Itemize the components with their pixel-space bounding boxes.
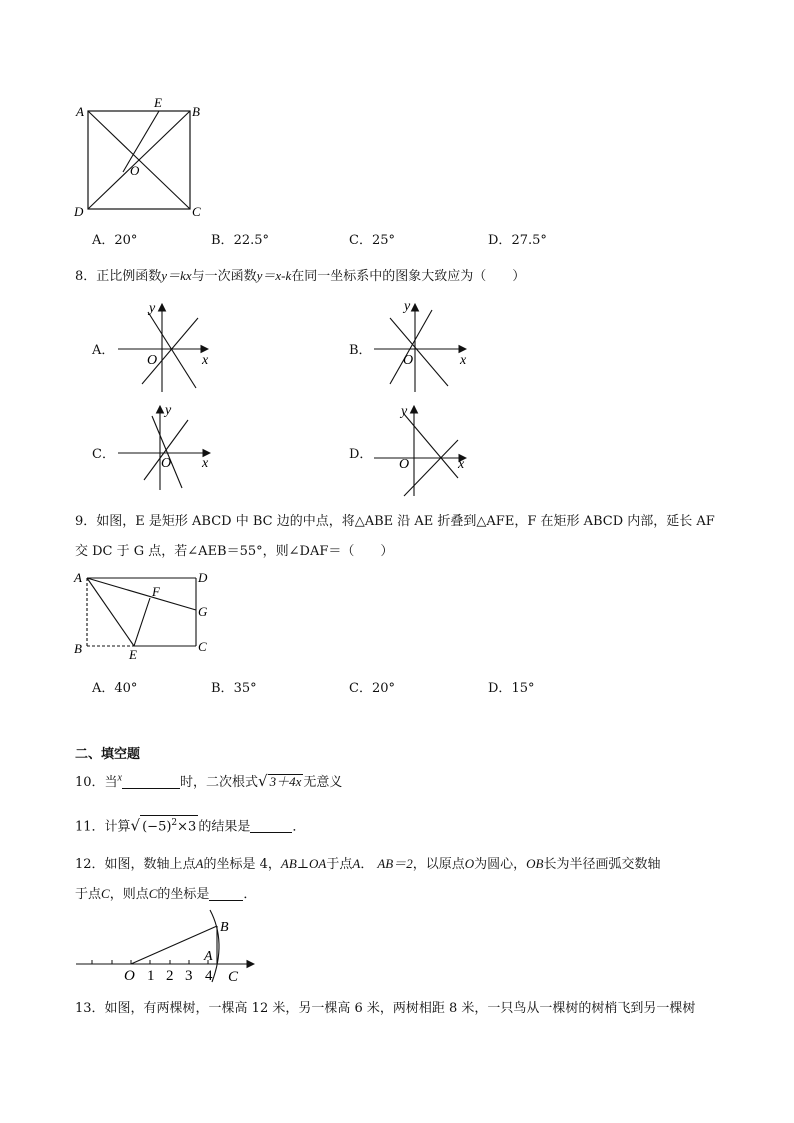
q9-label-d: D — [198, 570, 208, 585]
q7-option-a: A．20° — [92, 233, 138, 248]
q7-option-d: D．27.5° — [488, 233, 547, 248]
q8d-o: O — [399, 457, 410, 472]
q9-line2: 交 DC 于 G 点，若∠AEB＝55°，则∠DAF＝（ ） — [75, 544, 394, 559]
q7-label-e: E — [154, 95, 162, 110]
q8a-x: x — [202, 353, 209, 368]
q8d-x: x — [458, 457, 465, 472]
q9-label-c: C — [198, 639, 207, 654]
q8-graph-d-letter: D． — [349, 447, 373, 462]
q9-option-b: B．35° — [211, 681, 257, 696]
q11-answer-blank[interactable] — [250, 818, 292, 833]
q9-label-f: F — [152, 584, 160, 599]
q9-label-g: G — [198, 604, 208, 619]
q8-graph-b — [370, 296, 480, 396]
q12-axis-1: 1 — [147, 968, 155, 984]
q9-rectangle-figure — [70, 566, 220, 666]
q8c-o: O — [161, 456, 172, 471]
section-fill-in-title: 二、填空题 — [75, 747, 141, 762]
q9-option-c: C．20° — [349, 681, 395, 696]
q12-line2: 于点C，则点C的坐标是 ． — [75, 886, 257, 902]
q7-label-c: C — [192, 204, 201, 219]
q9-label-a: A — [74, 570, 82, 585]
q8c-x: x — [202, 456, 209, 471]
q10-answer-blank[interactable] — [122, 774, 180, 789]
q8a-o: O — [147, 353, 158, 368]
q13-line1: 13．如图，有两棵树，一棵高 12 米，另一棵高 6 米，两树相距 8 米，一只鸟从一棵树的树梢飞到另一棵树 — [75, 1001, 696, 1016]
q7-square-figure — [70, 96, 210, 226]
q8-graph-b-letter: B． — [349, 343, 372, 358]
q8d-y: y — [401, 404, 408, 419]
q12-answer-blank[interactable] — [209, 886, 243, 901]
q8-graph-c-letter: C． — [92, 447, 115, 462]
q7-label-a: A — [76, 104, 84, 119]
q12-axis-4: 4 — [205, 968, 213, 984]
q12-axis-b: B — [220, 920, 229, 935]
q8b-o: O — [403, 353, 414, 368]
q7-label-d: D — [74, 204, 84, 219]
q9-label-b: B — [74, 641, 82, 656]
q8-graph-a — [112, 296, 222, 396]
q12-axis-2: 2 — [166, 968, 174, 984]
q8-graph-a-letter: A． — [92, 343, 115, 358]
q7-label-o: O — [130, 163, 140, 178]
q12-number-line-figure — [74, 904, 264, 984]
q8c-y: y — [165, 403, 172, 418]
q7-option-c: C．25° — [349, 233, 395, 248]
q12-axis-3: 3 — [185, 968, 193, 984]
q12-axis-o: O — [124, 968, 135, 984]
q8b-y: y — [404, 299, 411, 314]
q7-label-b: B — [192, 104, 200, 119]
q8-stem: 8．正比例函数y＝kx与一次函数y＝x-k在同一坐标系中的图象大致应为（ ） — [75, 268, 526, 284]
q8-graph-d — [370, 402, 480, 502]
q12-line1: 12．如图，数轴上点A的坐标是 4，AB⊥OA于点A． AB＝2，以原点O为圆心，OB长为半径画弧交数轴 — [75, 856, 661, 872]
q12-axis-c: C — [228, 969, 239, 985]
q9-option-d: D．15° — [488, 681, 535, 696]
q8-graph-c — [114, 402, 224, 492]
q11: 11．计算√ $(-5)^2\times 3$ 的结果是 ． — [75, 816, 306, 835]
q9-label-e: E — [129, 647, 137, 662]
q12-axis-a: A — [204, 949, 213, 964]
q9-line1: 9．如图，E 是矩形 ABCD 中 BC 边的中点，将△ABE 沿 AE 折叠到△AFE，F 在矩形 ABCD 内部，延长 AF — [75, 514, 715, 529]
q7-option-b: B．22.5° — [211, 233, 270, 248]
q8a-y: y — [149, 301, 156, 316]
q8b-x: x — [460, 353, 467, 368]
q9-option-a: A．40° — [92, 681, 138, 696]
q10: 10．当$^x$ 时，二次根式√ 3＋4x 无意义 — [75, 772, 343, 790]
